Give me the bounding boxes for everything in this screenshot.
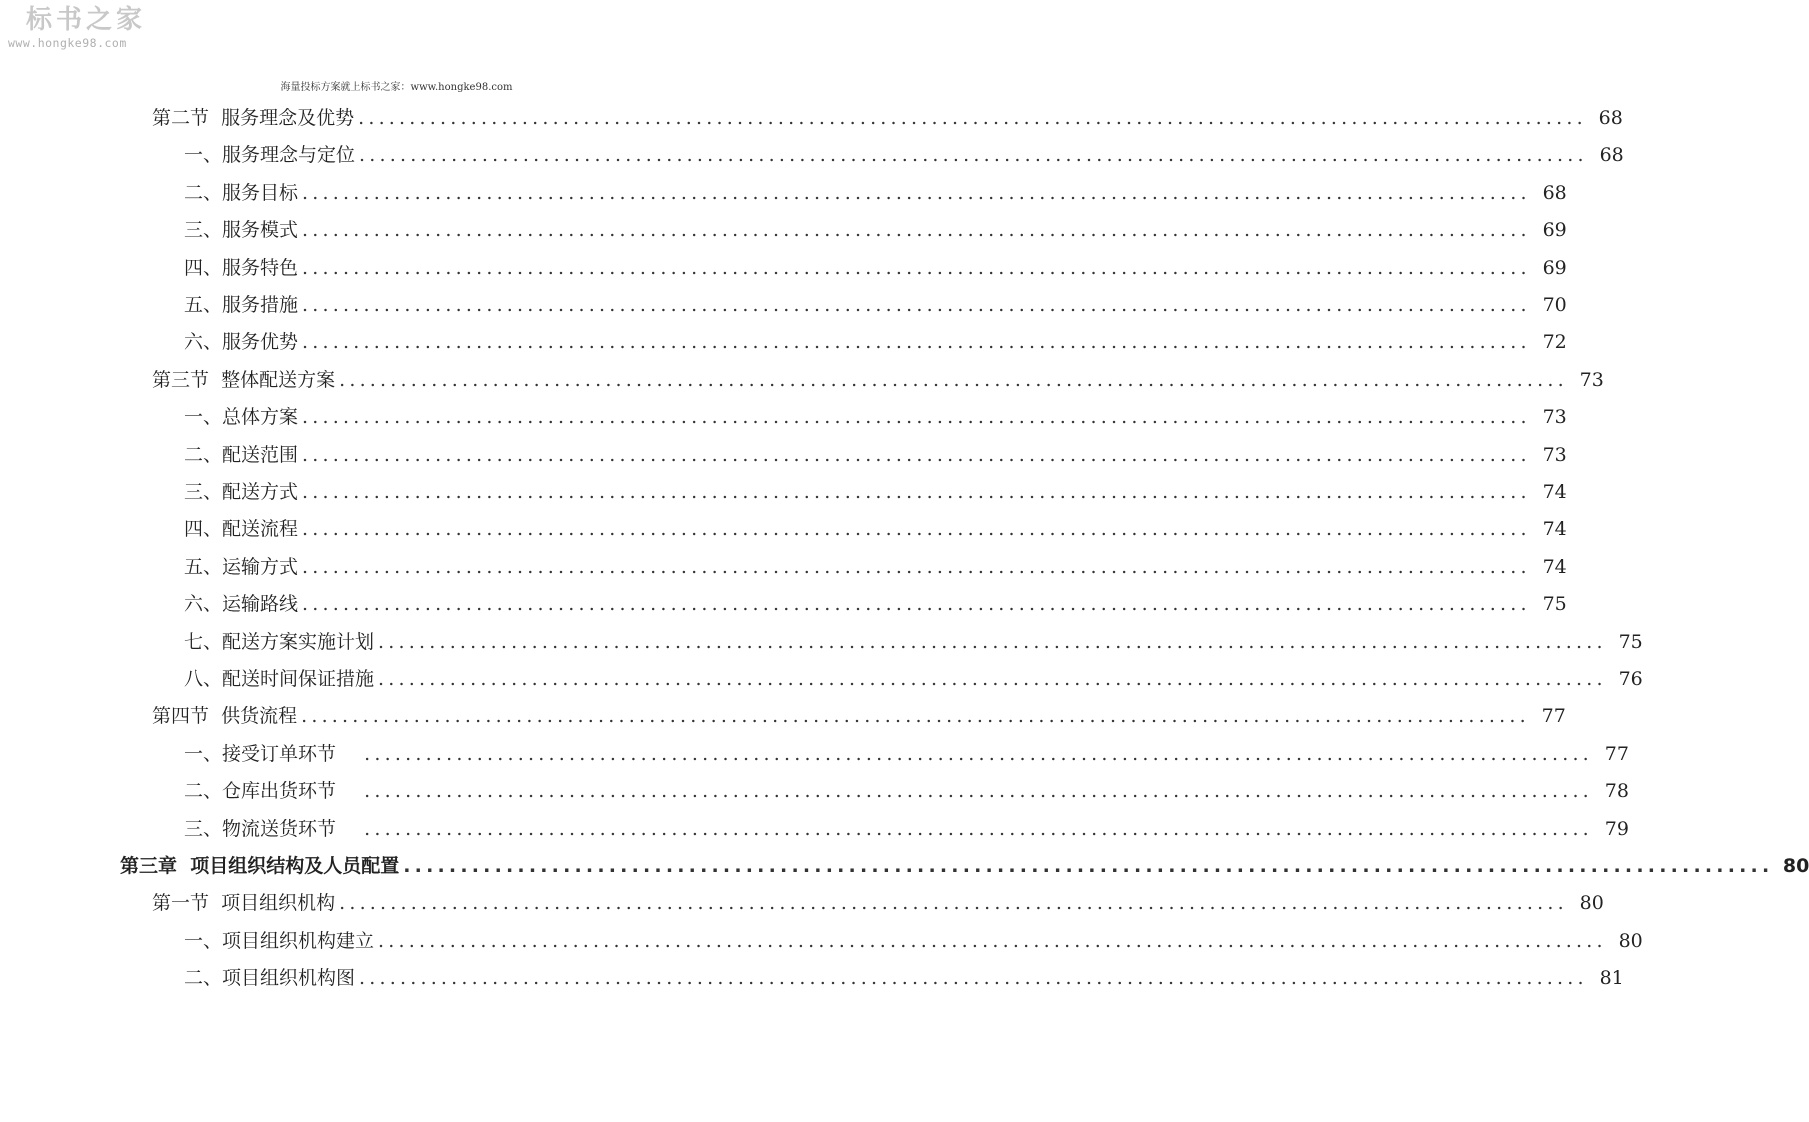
toc-entry-label: 四、服务特色 — [184, 256, 299, 279]
toc-entry-item[interactable] — [184, 665, 1643, 693]
toc-entry-page-number: 74 — [1542, 555, 1567, 578]
toc-entry-item[interactable] — [184, 441, 1567, 469]
toc-entry-page-number: 75 — [1542, 593, 1567, 616]
toc-entry-page-number: 75 — [1618, 630, 1643, 653]
toc-entry-label: 一、总体方案 — [184, 406, 299, 429]
toc-entry-page-number: 81 — [1599, 967, 1624, 990]
site-logo — [8, 4, 158, 50]
toc-dot-leader: ........................................................................................................................ — [302, 331, 1531, 354]
page-header-note: 海量投标方案就上标书之家：www.hongke98.com — [280, 82, 513, 93]
toc-entry-item[interactable] — [184, 628, 1643, 656]
toc-entry-item[interactable] — [184, 403, 1567, 431]
toc-entry-page-number: 77 — [1604, 742, 1629, 765]
toc-entry-item[interactable] — [184, 141, 1624, 169]
toc-dot-leader: ........................................................................................................................ — [378, 929, 1607, 952]
toc-entry-page-number: 78 — [1604, 780, 1629, 803]
toc-entry-section[interactable] — [152, 366, 1604, 394]
toc-dot-leader: ........................................................................................................................ — [302, 481, 1531, 503]
toc-dot-leader: ........................................................................................................................ — [403, 855, 1774, 877]
toc-entry-label: 第三节 整体配送方案 — [152, 368, 336, 391]
toc-entry-label: 五、服务措施 — [184, 294, 299, 316]
toc-entry-page-number: 77 — [1541, 705, 1566, 728]
toc-dot-leader: ........................................................................................................................ — [302, 443, 1531, 466]
toc-entry-label: 一、项目组织机构建立 — [184, 929, 375, 952]
toc-entry-item[interactable] — [184, 515, 1567, 543]
toc-dot-leader: ........................................................................................................................ — [302, 406, 1531, 429]
toc-entry-item[interactable] — [184, 478, 1567, 506]
toc-entry-label: 三、配送方式 — [184, 481, 299, 503]
toc-dot-leader: ........................................................................................................................ — [364, 780, 1593, 803]
toc-dot-leader: ........................................................................................................................ — [302, 518, 1531, 541]
toc-dot-leader: ........................................................................................................................ — [359, 144, 1588, 167]
toc-dot-leader: ........................................................................................................................ — [302, 294, 1531, 316]
toc-dot-leader: ........................................................................................................................ — [339, 368, 1568, 391]
toc-dot-leader: ........................................................................................................................ — [378, 668, 1607, 690]
toc-entry-label: 五、运输方式 — [184, 555, 299, 578]
logo-url: www.hongke98.com — [8, 36, 127, 50]
toc-entry-item[interactable] — [184, 553, 1567, 581]
toc-entry-item[interactable] — [184, 291, 1567, 319]
toc-entry-label: 六、运输路线 — [184, 593, 299, 616]
toc-dot-leader: ........................................................................................................................ — [301, 705, 1530, 728]
toc-entry-label: 四、配送流程 — [184, 518, 299, 541]
toc-entry-label: 六、服务优势 — [184, 331, 299, 354]
toc-entry-label: 一、接受订单环节 — [184, 742, 361, 765]
toc-entry-item[interactable] — [184, 777, 1629, 805]
toc-entry-label: 二、服务目标 — [184, 181, 299, 204]
toc-entry-page-number: 68 — [1598, 107, 1623, 129]
toc-entry-page-number: 74 — [1542, 518, 1567, 541]
toc-entry-item[interactable] — [184, 328, 1567, 356]
toc-dot-leader: ........................................................................................................................ — [364, 742, 1593, 765]
toc-entry-label: 第三章 项目组织结构及人员配置 — [120, 855, 400, 877]
toc-entry-page-number: 79 — [1604, 817, 1629, 840]
toc-entry-page-number: 73 — [1542, 443, 1567, 466]
toc-entry-section[interactable] — [152, 702, 1566, 730]
toc-entry-item[interactable] — [184, 740, 1629, 768]
toc-dot-leader: ........................................................................................................................ — [302, 219, 1531, 242]
toc-entry-label: 第二节 服务理念及优势 — [152, 107, 355, 129]
toc-entry-page-number: 74 — [1542, 481, 1567, 503]
toc-entry-page-number: 72 — [1542, 331, 1567, 354]
toc-entry-item[interactable] — [184, 927, 1643, 955]
toc-entry-label: 一、服务理念与定位 — [184, 144, 356, 167]
toc-entry-item[interactable] — [184, 964, 1624, 992]
toc-entry-label: 三、服务模式 — [184, 219, 299, 242]
toc-dot-leader: ........................................................................................................................ — [339, 892, 1568, 915]
toc-entry-label: 二、项目组织机构图 — [184, 967, 356, 990]
toc-entry-item[interactable] — [184, 815, 1629, 843]
toc-entry-label: 八、配送时间保证措施 — [184, 668, 375, 690]
toc-entry-item[interactable] — [184, 254, 1567, 282]
toc-dot-leader: ........................................................................................................................ — [359, 967, 1588, 990]
toc-entry-label: 第四节 供货流程 — [152, 705, 298, 728]
toc-entry-section[interactable] — [152, 889, 1604, 917]
toc-entry-page-number: 80 — [1579, 892, 1604, 915]
toc-dot-leader: ........................................................................................................................ — [302, 256, 1531, 279]
toc-dot-leader: ........................................................................................................................ — [378, 630, 1607, 653]
toc-entry-page-number: 73 — [1579, 368, 1604, 391]
toc-entry-section[interactable] — [152, 104, 1623, 132]
toc-dot-leader: ........................................................................................................................ — [302, 555, 1531, 578]
toc-entry-label: 二、仓库出货环节 — [184, 780, 361, 803]
toc-entry-label: 二、配送范围 — [184, 443, 299, 466]
toc-entry-page-number: 68 — [1599, 144, 1624, 167]
toc-dot-leader: ........................................................................................................................ — [364, 817, 1593, 840]
logo-title: 标书之家 — [26, 5, 147, 35]
toc-entry-page-number: 76 — [1618, 668, 1643, 690]
toc-entry-page-number: 70 — [1542, 294, 1567, 316]
toc-entry-item[interactable] — [184, 216, 1567, 244]
toc-dot-leader: ........................................................................................................................ — [358, 107, 1587, 129]
toc-entry-page-number: 69 — [1542, 256, 1567, 279]
toc-dot-leader: ........................................................................................................................ — [302, 593, 1531, 616]
toc-entry-page-number: 73 — [1542, 406, 1567, 429]
toc-entry-label: 三、物流送货环节 — [184, 817, 361, 840]
toc-entry-item[interactable] — [184, 179, 1567, 207]
toc-entry-page-number: 80 — [1618, 929, 1643, 952]
toc-entry-chapter[interactable] — [120, 852, 1809, 880]
toc-entry-item[interactable] — [184, 590, 1567, 618]
toc-entry-page-number: 69 — [1542, 219, 1567, 242]
toc-entry-label: 七、配送方案实施计划 — [184, 630, 375, 653]
toc-dot-leader: ........................................................................................................................ — [302, 181, 1531, 204]
toc-entry-page-number: 68 — [1542, 181, 1567, 204]
toc-entry-page-number: 80 — [1782, 855, 1809, 877]
toc-entry-label: 第一节 项目组织机构 — [152, 892, 336, 915]
